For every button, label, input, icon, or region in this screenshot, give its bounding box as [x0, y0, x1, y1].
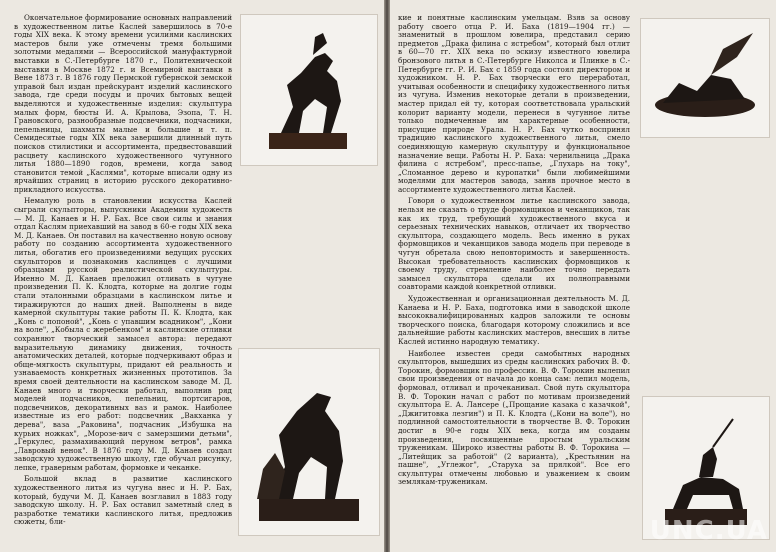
- left-paragraph-1: Окончательное формирование основных направлений в художественном литье Каслей завершилось в 70-е годы XIX века. К этому времени усилиями каслинских мастеров были уже отмечены тремя большими золотыми медалями — Всероссийской мануфактурной выставки в С.-Петербурге 1870 г., Политехнической выставки в Москве 1872 г. и Всемирной выставки в Вене 1873 г. В 1876 году Пермской губернской земской управой был издан прейскурант изделий каслинского завода, где среди посуды и прочих бытовых вещей выделяются и художественные изделия: скульптура малых форм, бюсты И. А. Крылова, Эзопа, Т. Н. Грановского, разнообразные подсвечники, подчасники, пепельницы, шахматы малые и большие и т. п. Семидесятые годы XIX века завершили длинный путь поисков стилистики и ассортимента, предвестовавший расцвету каслинского художественного чугунного литья 1880—1890 годов, времени, когда завод становится темой „Каслями", которые вписали одну из ярчайших страниц в историю русского декоративно-прикладного искусства.: [14, 14, 232, 194]
- right-paragraph-3: Художественная и организационная деятельность М. Д. Канаева и Н. Р. Баха, подготовка ими в заводской школе высококвалифицированных кадров заложили те основы творческого поиска, благодаря которому сложились и все дальнейшие работы каслинских мастеров, внесших в литье Каслей истинно народную тематику.: [398, 294, 630, 346]
- owl-hawk-fight-sculpture-icon: [641, 19, 769, 137]
- owl-hawk-fight-sculpture-photo: [640, 18, 770, 138]
- left-page: [0, 0, 385, 552]
- right-page: [390, 0, 776, 552]
- left-text-column: [14, 14, 232, 542]
- right-paragraph-2: Говоря о художественном литье каслинского завода, нельзя не сказать о труде формовщиков и чеканщиков, так как их труд, требующий художественного вкуса и серьезных технических навыков, отличает их творчество скульптора, создающего модель. Весь именно в руках формовщиков и чеканщиков завода модель при переводе в чугун обретала свою неповторимость и завершенность. Высокая требовательность каслинских формовщиков к своему труду, стремление наиболее точно передать замысел скульптора сделали их полноправными соавторами каждой конкретной отливки.: [398, 196, 630, 292]
- left-paragraph-2: Немалую роль в становлении искусства Каслей сыграли скульпторы, выпускники Академии художеств — М. Д. Канаев и Н. Р. Бах. Все свои силы и знания отдал Каслям приехавший на завод в 60-е годы XIX века М. Д. Канаев. Он поставил на качественно новую основу работу по созданию ассортимента художественного литья, обогатив его произведениями ведущих русских скульпторов и познакомив каслинцев с лучшими образцами русской реалистической скульптуры. Именно М. Д. Канаев преложил отливать в чугуне произведения П. К. Клодта, которые на долгие годы стали эталонными образцами в каслинском литье и тиражируются до наших дней. Выполнены в виде камерной скульптуры такие работы П. К. Клодта, как „Конь с попоной", „Конь с упавшим всадником", „Кони на воле", „Кобыла с жеребенком" и каслинские отливки сохраняют творческий замысел автора: передают выразительную динамику движения, точность анатомических деталей, которые подчеркивают образ и обще-мягкость скульптуры, придают ей реальность и узнаваемость конкретных жизненных прототипов. За время своей деятельности на каслинском заводе М. Д. Канаев много и творчески работал, выполнив ряд моделей подчасников, пепельниц, портсигаров, подсвечников, декоративных ваз и рамок. Наиболее известные из его работ: подсвечник „Вакханка у дерева", ваза „Раковина", подчасник „Избушка на курьих ножках", „Морозе-вич с замерзшими детьми", „Геркулес, размахивающий перуном ветров", рамка „Лавровый венок". В 1876 году М. Д. Канаев создал заводскую художественную школу, где обучал рисунку, лепке, граверным работам, формовке и чеканке.: [14, 196, 232, 472]
- horse-taming-sculpture-icon: [239, 349, 379, 535]
- right-paragraph-4: Наиболее известен среди самобытных народных скульпторов, вышедших из среды каслинских рабочих В. Ф. Торокин, формовщик по профессии. В. Ф. Торокин вылепил свои произведения от начала до конца сам: лепил модель, формовал, отливал и прочеканивал. Свой путь скульптора В. Ф. Торокин начал с работ по мотивам произведений скульптора Е. А. Лансере („Прощание казака с казачкой", „Джигитовка лезгин") и П. К. Клодта („Кони на воле"), но подлинной самостоятельности в творчестве В. Ф. Торокин достиг в 90-е годы XIX века, когда им созданы произведения, посвященные простым уральским труженикам. Широко известны работы В. Ф. Торокина — „Литейщик за работой" (2 варианта), „Крестьянин на пашне", „Углежог", „Старуха за прялкой". Все его скульптуры отмечены любовью и уважением к своим землякам-труженикам.: [398, 348, 630, 487]
- horse-rider-sculpture-photo: [240, 14, 378, 166]
- left-paragraph-3: Большой вклад в развитие каслинского художественного литья из чугуна внес и Н. Р. Бах, который, будучи М. Д. Канаев возглавил в 1883 году заводскую школу. Н. Р. Бах оставил заметный след в разработке тематики каслинского литья, предложив сюжеты, бли-: [14, 474, 232, 527]
- watermark: UNC.UA: [649, 516, 768, 546]
- right-text-column: [398, 14, 630, 542]
- horse-rider-sculpture-icon: [241, 15, 377, 165]
- right-paragraph-1: кие и понятные каслинским умельцам. Взяв за основу работу своего отца Р. И. Баха (1819—1904 гг.) — знаменитый в прошлом ювелира, представил серию предметов „Драка филина с ястребом", который был отлит в 60—70 гг. XIX века по эскизу известного ювелира бронзового литья в С.-Петербурге Николса и Плинке в С.-Петербурге гг. Р. И. Бах с 1859 года состоял директором и художником. Н. Р. Бах творчески его переработал, учитывая особенности и специфику художественного литья из чугуна. Изменив некоторые детали в произведении, мастер придал ей ту, которая соответствовала уральский колорит варианту модели, перенеся в чугунное литье только подмеченные им характерные особенности, присущие природе Урала. Н. Р. Бах чутко воспринял традицию каслинского художественного литья, смело соединяющую камерную скульптуру и функциональное назначение вещи. Работы Н. Р. Баха: чернильница „Драка филина с ястребом", пресс-папье, „Глухарь на току", „Сломанное дерево и куропатки" были любимейшими моделями для мастеров завода, заняв прочное место в ассортименте художественного литья Каслей.: [398, 14, 630, 194]
- horse-taming-sculpture-photo: [238, 348, 380, 536]
